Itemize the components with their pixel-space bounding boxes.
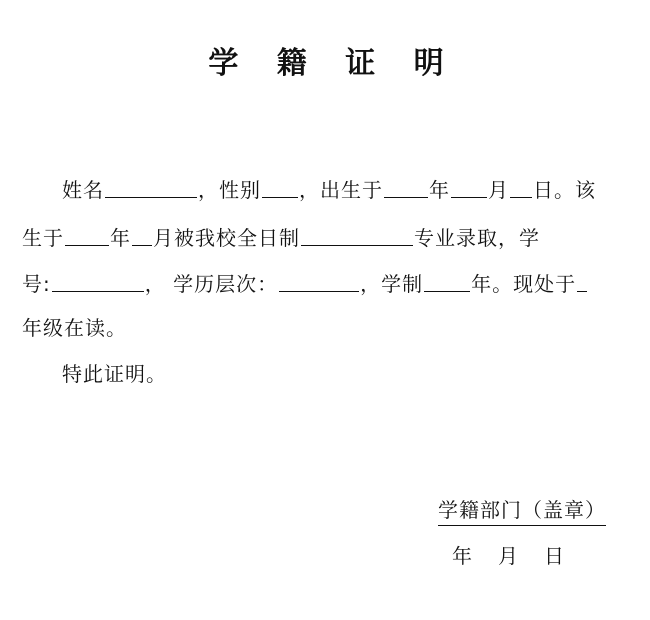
enroll-year-blank [65, 225, 109, 246]
text-major-label: 专业录取，学 [414, 226, 540, 250]
gender-blank [262, 177, 298, 198]
body-line-1 [0, 174, 650, 203]
body-line-3 [0, 268, 650, 297]
text-name-label: 姓名 [62, 178, 104, 202]
name-blank [105, 177, 197, 198]
text-student-id-label: 号: [22, 272, 51, 296]
text-grade-label: 年级在读。 [22, 316, 127, 340]
date-day-label: 日 [544, 544, 564, 568]
text-birth-label: ，出生于 [299, 178, 383, 202]
grade-blank [577, 271, 587, 292]
text-certify: 特此证明。 [62, 362, 167, 386]
document-title: 学 籍 证 明 [208, 46, 458, 81]
text-fulltime-label: 月被我校全日制 [153, 226, 300, 250]
date-year-label: 年 [452, 544, 472, 568]
text-current-label: 年。现处于 [471, 272, 577, 296]
enroll-month-blank [132, 225, 152, 246]
body-line-5 [0, 358, 650, 387]
major-blank [301, 225, 413, 246]
signature-date [452, 540, 564, 569]
text-enroll-year-unit: 年 [110, 226, 131, 250]
body-line-4 [0, 312, 650, 341]
text-duration-label: ，学制 [360, 272, 424, 296]
text-birth-year-unit: 年 [429, 178, 450, 202]
text-birth-day-unit: 日。该 [533, 178, 596, 202]
birth-year-blank [384, 177, 428, 198]
date-month-label: 月 [498, 544, 518, 568]
text-level-label: ， 学历层次： [144, 272, 279, 296]
student-id-blank [52, 271, 144, 292]
body-line-2 [0, 222, 650, 251]
birth-month-blank [451, 177, 487, 198]
text-gender-label: ，性别 [198, 178, 261, 202]
level-blank [279, 271, 359, 292]
duration-blank [424, 271, 470, 292]
text-enroll-label: 生于 [22, 226, 64, 250]
text-birth-month-unit: 月 [488, 178, 509, 202]
birth-day-blank [510, 177, 532, 198]
department-seal-label: 学籍部门（盖章） [438, 494, 606, 526]
